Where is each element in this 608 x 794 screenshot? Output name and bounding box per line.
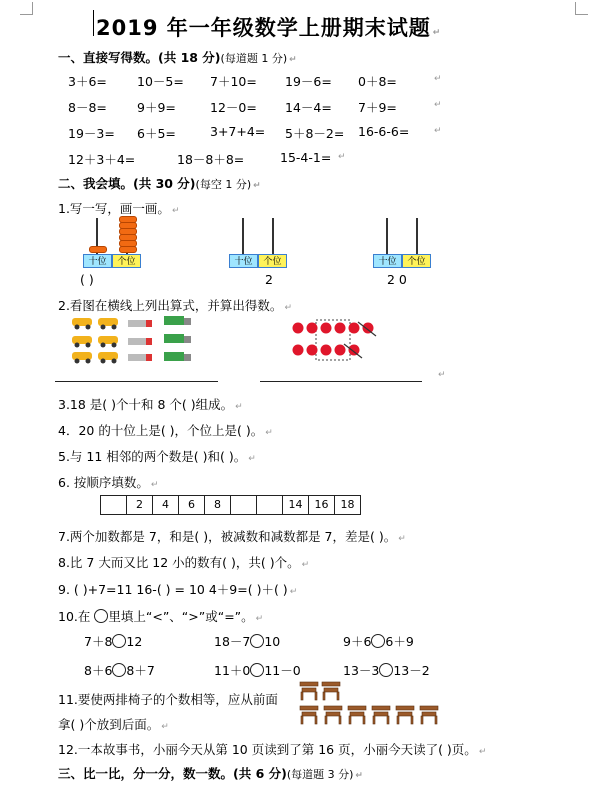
compare-circle-icon[interactable] — [379, 663, 393, 677]
page-title: 2019 年一年级数学上册期末试题 ↵ — [96, 16, 442, 40]
comparison-item: 7＋8 12 — [84, 634, 143, 649]
answer-line-right[interactable] — [260, 381, 422, 382]
question-10: 10.在 里填上“<”、“>”或“=”。 ↵ — [58, 609, 264, 624]
arithmetic-problem[interactable]: 12－0= — [210, 100, 257, 115]
arithmetic-problem[interactable]: 10－5= — [137, 74, 184, 89]
compare-circle-icon[interactable] — [250, 663, 264, 677]
chairs-picture — [298, 680, 458, 730]
page-corner-tr — [575, 2, 588, 15]
sequence-box[interactable] — [100, 495, 127, 515]
abacus-3-answer: 2 0 — [387, 272, 407, 287]
sequence-box: 2 — [127, 495, 153, 515]
question-12: 12.一本故事书，小丽今天从第 10 页读到了第 16 页，小丽今天读了( )页。 ↵ — [58, 742, 487, 757]
compare-circle-icon[interactable] — [112, 634, 126, 648]
question-2: 2.看图在横线上列出算式，并算出得数。 ↵ — [58, 298, 292, 313]
question-7: 7.两个加数都是 7，和是( )，被减数和减数都是 7，差是( )。 ↵ — [58, 529, 406, 544]
sequence-box[interactable] — [257, 495, 283, 515]
question-5: 5.与 11 相邻的两个数是( )和( )。 ↵ — [58, 449, 256, 464]
arithmetic-problem[interactable]: 16-6-6= — [358, 124, 410, 139]
comparison-item: 18－7 10 — [214, 634, 281, 649]
arithmetic-problem[interactable]: 12＋3＋4= — [68, 152, 136, 167]
comparison-item: 13－3 13－2 — [343, 663, 430, 678]
arithmetic-problem[interactable]: 0＋8= — [358, 74, 397, 89]
arithmetic-problem[interactable]: 7＋9= — [358, 100, 397, 115]
abacus-1-answer[interactable]: ( ) — [80, 272, 94, 287]
sequence-box: 18 — [335, 495, 361, 515]
car-icon — [72, 318, 118, 364]
comparison-item: 9＋6 6＋9 — [343, 634, 414, 649]
answer-line-left[interactable] — [55, 381, 218, 382]
arithmetic-problem[interactable]: 18－8＋8= — [177, 152, 245, 167]
comparison-item: 11＋0 11－0 — [214, 663, 301, 678]
page-corner-tl — [20, 2, 33, 15]
section3-header: 三、比一比，分一分，数一数。(共 6 分)(每道题 3 分) ↵ — [58, 766, 363, 781]
arithmetic-problem[interactable]: 7＋10= — [210, 74, 257, 89]
question-4: 4．20 的十位上是( )，个位上是( )。 ↵ — [58, 423, 273, 438]
arithmetic-problem[interactable]: 14－4= — [285, 100, 332, 115]
question-6: 6. 按顺序填数。 ↵ — [58, 475, 159, 490]
tens-label: 十位 — [83, 254, 112, 268]
compare-circle-icon[interactable] — [371, 634, 385, 648]
question-8: 8.比 7 大而又比 12 小的数有( )，共( )个。 ↵ — [58, 555, 310, 570]
compare-circle-icon[interactable] — [112, 663, 126, 677]
ones-label: 个位 — [112, 254, 141, 268]
abacus-3: 十位 个位 — [373, 218, 431, 268]
abacus-2: 十位 个位 — [229, 218, 287, 268]
arithmetic-problem[interactable]: 3+7+4= — [210, 124, 266, 139]
truck-icon — [128, 316, 191, 361]
sequence-box: 8 — [205, 495, 231, 515]
question-3: 3.18 是( )个十和 8 个( )组成。 ↵ — [58, 397, 243, 412]
sequence-box[interactable] — [231, 495, 257, 515]
arithmetic-problem[interactable]: 8－8= — [68, 100, 107, 115]
return-mark: ↵ — [434, 126, 442, 136]
comparison-item: 8＋6 8＋7 — [84, 663, 155, 678]
vehicles-picture — [70, 312, 200, 366]
arithmetic-problem[interactable]: 19－6= — [285, 74, 332, 89]
return-mark: ↵ — [438, 370, 446, 380]
section1-header: 一、直接写得数。(共 18 分)(每道题 1 分) ↵ — [58, 50, 297, 65]
return-mark: ↵ — [434, 74, 442, 84]
arithmetic-problem[interactable]: 6＋5= — [137, 126, 176, 141]
arithmetic-problem[interactable]: 15-4-1= — [280, 150, 332, 165]
compare-circle-icon — [94, 609, 108, 623]
compare-circle-icon[interactable] — [250, 634, 264, 648]
abacus-1 — [83, 218, 141, 268]
return-mark: ↵ — [434, 100, 442, 110]
sequence-box: 14 — [283, 495, 309, 515]
sequence-box: 4 — [153, 495, 179, 515]
arithmetic-problem[interactable]: 9＋9= — [137, 100, 176, 115]
question-1: 1.写一写，画一画。 ↵ — [58, 201, 180, 216]
question-11-line1: 11.要使两排椅子的个数相等，应从前面 — [58, 692, 278, 707]
number-sequence — [100, 495, 361, 515]
chair-icon — [300, 682, 438, 724]
arithmetic-problem[interactable]: 19－3= — [68, 126, 115, 141]
section2-header: 二、我会填。(共 30 分)(每空 1 分) ↵ — [58, 176, 261, 191]
arithmetic-problem[interactable]: 5＋8－2= — [285, 126, 345, 141]
dots-picture — [288, 318, 384, 362]
question-9: 9. ( )+7=11 16-( ) = 10 4＋9=( )＋( ) ↵ — [58, 582, 298, 597]
return-mark: ↵ — [338, 152, 346, 162]
abacus-2-answer: 2 — [265, 272, 273, 287]
cursor-bar — [93, 10, 94, 36]
sequence-box: 6 — [179, 495, 205, 515]
sequence-box: 16 — [309, 495, 335, 515]
question-11-line2: 拿( )个放到后面。 ↵ — [58, 717, 169, 732]
arithmetic-problem[interactable]: 3＋6= — [68, 74, 107, 89]
